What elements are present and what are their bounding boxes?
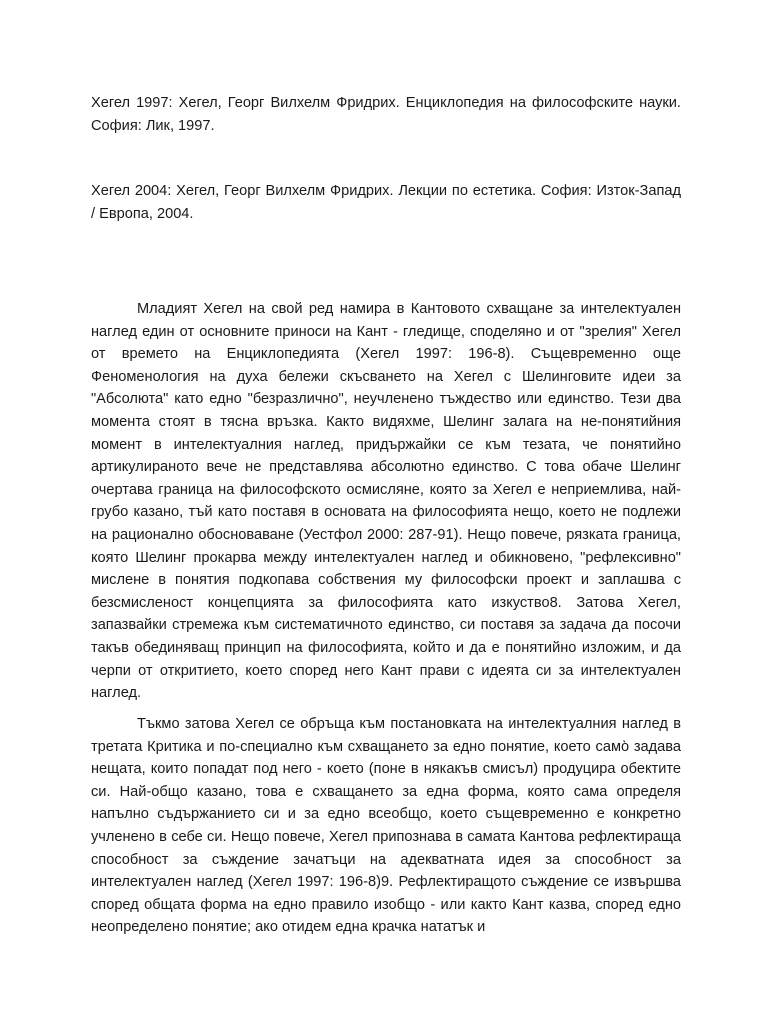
- body-paragraph: Младият Хегел на свой ред намира в Кантовото схващане за интелектуален наглед един от основните приноси на Кант - гледище, споделяно и от "зрелия" Хегел от времето на Енциклопедията (Хегел 1997: 196-8). Същевременно още Феноменология на духа бележи скъсването на Хегел с Шелинговите идеи за "Абсолюта" като едно "безразлично", неучленено тъждество или единство. Тези два момента стоят в тясна връзка. Както видяхме, Шелинг залага на не-понятийния момент в интелектуалния наглед, придържайки се към тезата, че понятийно артикулираното вече не представлява абсолютно единство. С това обаче Шелинг очертава граница на философското осмисляне, която за Хегел е неприемлива, най-грубо казано, тъй като поставя в основата на философията нещо, което не подлежи на рационално обосноваване (Уестфол 2000: 287-91). Нещо повече, рязката граница, която Шелинг прокарва между интелектуален наглед и обикновено, "рефлексивно" мислене в понятия подкопава собствения му философски проект и заплашва с безсмисленост концепцията за философията като изкуство8. Затова Хегел, запазвайки стремежа към систематичното единство, си поставя за задача да посочи такъв обединяващ принцип на философията, който и да е понятийно изложим, и да черпи от откритието, което според него Кант прави с идеята си за интелектуален наглед.: [91, 301, 681, 702]
- body-paragraph: Тъкмо затова Хегел се обръща към постановката на интелектуалния наглед в третата Критика и по-специално към схващането за едно понятие, което само̀ задава нещата, които попадат под него - което (поне в някакъв смисъл) продуцира обектите си. Най-общо казано, това е схващането за една форма, която сама определя напълно съдържанието си и за едно всеобщо, което същевременно е конкретно учленено в себе си. Нещо повече, Хегел припознава в самата Кантова рефлектираща способност за съждение зачатъци на адекватната идея за способност за интелектуален наглед (Хегел 1997: 196-8)9. Рефлектиращото съждение се извършва според общата форма на едно правило изобщо - или както Кант казва, според едно неопределено понятие; ако отидем една крачка нататък и: [91, 716, 681, 936]
- reference-entry: Хегел 2004: Хегел, Георг Вилхелм Фридрих. Лекции по естетика. София: Изток-Запад / Европа, 2004.: [91, 183, 681, 222]
- reference-entry: Хегел 1997: Хегел, Георг Вилхелм Фридрих. Енциклопедия на философските науки. София: Лик, 1997.: [91, 95, 681, 134]
